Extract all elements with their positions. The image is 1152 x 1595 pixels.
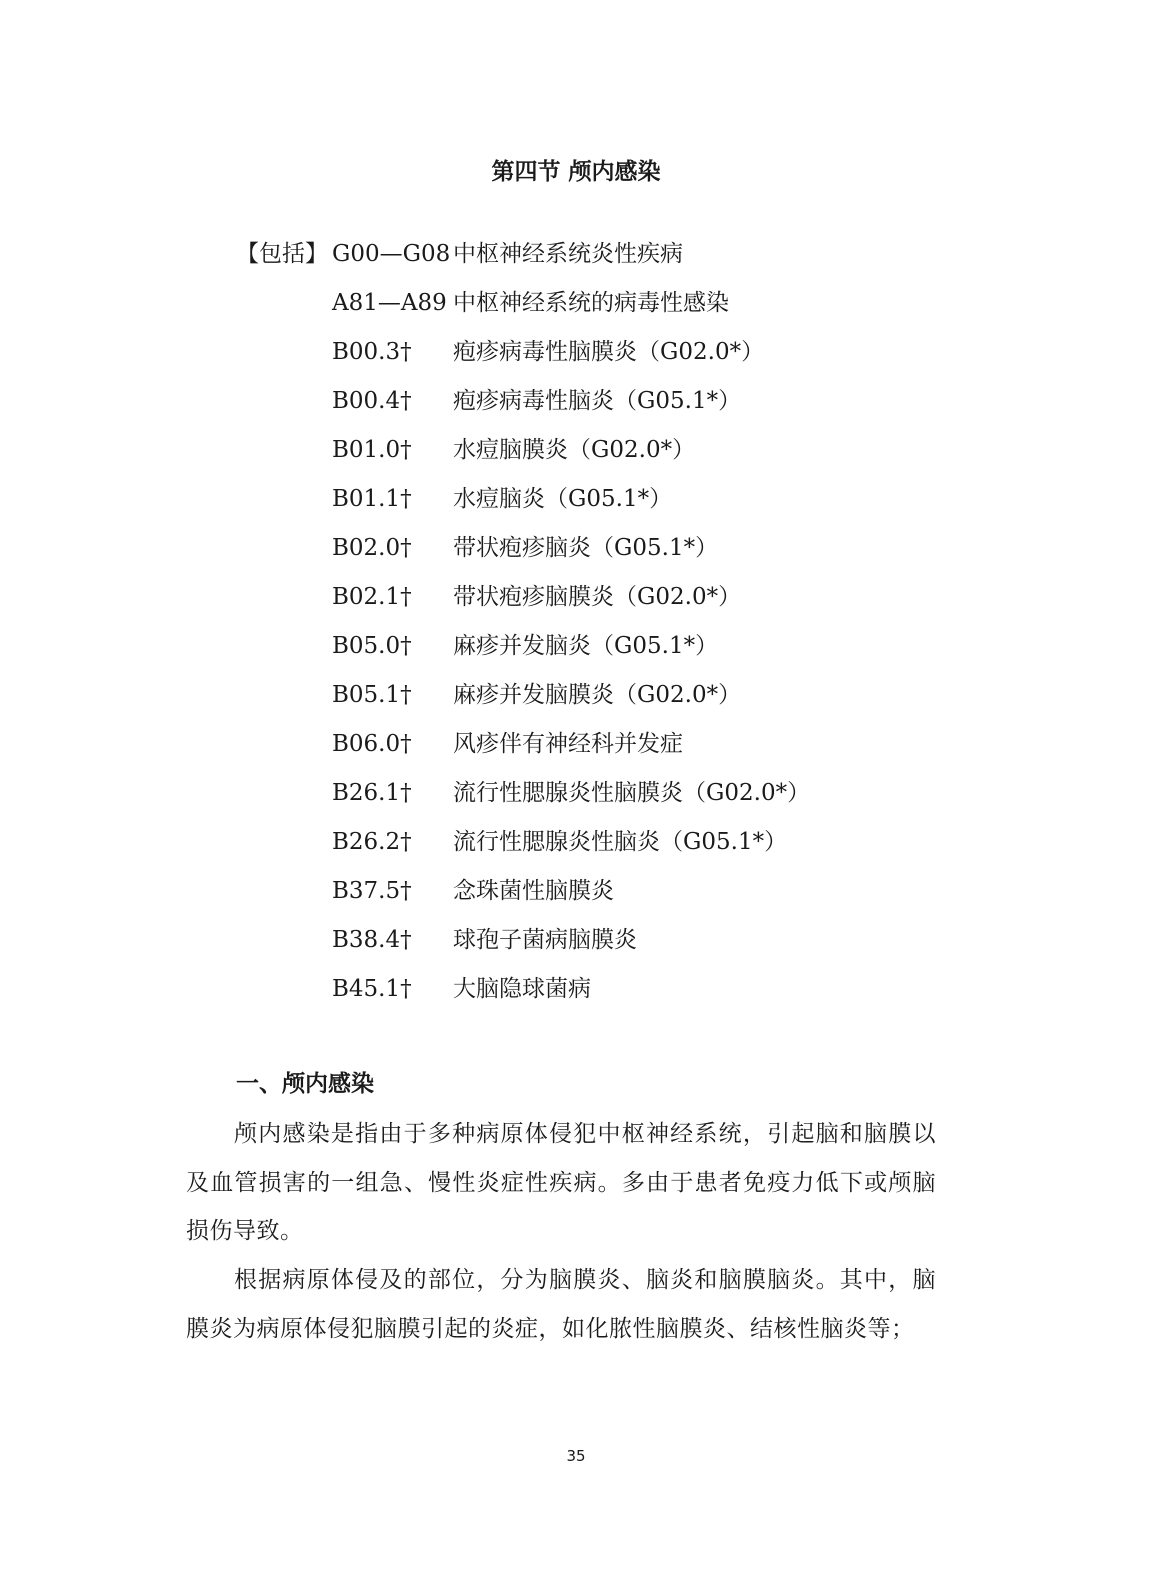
code-description: 带状疱疹脑膜炎（G02.0*） <box>453 584 742 610</box>
code-description: 大脑隐球菌病 <box>453 976 591 1002</box>
code-value: B06.0† <box>332 731 412 757</box>
include-code-list <box>236 234 996 1018</box>
code-description: 中枢神经系统炎性疾病 <box>453 241 683 267</box>
code-value: B38.4† <box>332 927 412 953</box>
code-description: 流行性腮腺炎性脑炎（G05.1*） <box>453 829 788 855</box>
code-description: 麻疹并发脑膜炎（G02.0*） <box>453 682 742 708</box>
code-value: B37.5† <box>332 878 412 904</box>
code-row <box>236 920 996 969</box>
code-row <box>236 724 996 773</box>
code-description: 麻疹并发脑炎（G05.1*） <box>453 633 719 659</box>
code-value: B05.1† <box>332 682 412 708</box>
code-row <box>236 234 996 283</box>
body-paragraph: 颅内感染是指由于多种病原体侵犯中枢神经系统，引起脑和脑膜以及血管损害的一组急、慢性炎症性疾病。多由于患者免疫力低下或颅脑损伤导致。 <box>186 1121 936 1244</box>
code-description: 念珠菌性脑膜炎 <box>453 878 614 904</box>
code-value: B26.1† <box>332 780 412 806</box>
code-row <box>236 969 996 1018</box>
code-value: B05.0† <box>332 633 412 659</box>
section-heading: 一、颅内感染 <box>236 1071 374 1097</box>
code-description: 流行性腮腺炎性脑膜炎（G02.0*） <box>453 780 811 806</box>
code-row <box>236 577 996 626</box>
page-title: 第四节 颅内感染 <box>491 159 661 185</box>
code-value: B02.1† <box>332 584 412 610</box>
code-row <box>236 381 996 430</box>
code-value: B02.0† <box>332 535 412 561</box>
code-row <box>236 626 996 675</box>
code-row <box>236 283 996 332</box>
code-description: 水痘脑炎（G05.1*） <box>453 486 673 512</box>
code-row <box>236 479 996 528</box>
code-description: 风疹伴有神经科并发症 <box>453 731 683 757</box>
code-row <box>236 871 996 920</box>
code-row <box>236 430 996 479</box>
code-value: B00.3† <box>332 339 412 365</box>
body-paragraph: 根据病原体侵及的部位，分为脑膜炎、脑炎和脑膜脑炎。其中，脑膜炎为病原体侵犯脑膜引起的炎症，如化脓性脑膜炎、结核性脑炎等； <box>186 1267 936 1342</box>
code-value: B26.2† <box>332 829 412 855</box>
code-value: B45.1† <box>332 976 412 1002</box>
code-value: B01.0† <box>332 437 412 463</box>
include-label: 【包括】 <box>236 241 328 267</box>
code-row <box>236 675 996 724</box>
code-value: B01.1† <box>332 486 412 512</box>
code-value: A81—A89 <box>332 290 447 316</box>
code-description: 中枢神经系统的病毒性感染 <box>453 290 729 316</box>
code-description: 带状疱疹脑炎（G05.1*） <box>453 535 719 561</box>
code-description: 疱疹病毒性脑膜炎（G02.0*） <box>453 339 765 365</box>
code-value: G00—G08 <box>332 241 451 267</box>
code-row <box>236 528 996 577</box>
code-value: B00.4† <box>332 388 412 414</box>
page-number: 35 <box>566 1447 586 1465</box>
code-row <box>236 332 996 381</box>
code-description: 疱疹病毒性脑炎（G05.1*） <box>453 388 742 414</box>
code-row <box>236 773 996 822</box>
code-row <box>236 822 996 871</box>
code-description: 球孢子菌病脑膜炎 <box>453 927 637 953</box>
code-description: 水痘脑膜炎（G02.0*） <box>453 437 696 463</box>
